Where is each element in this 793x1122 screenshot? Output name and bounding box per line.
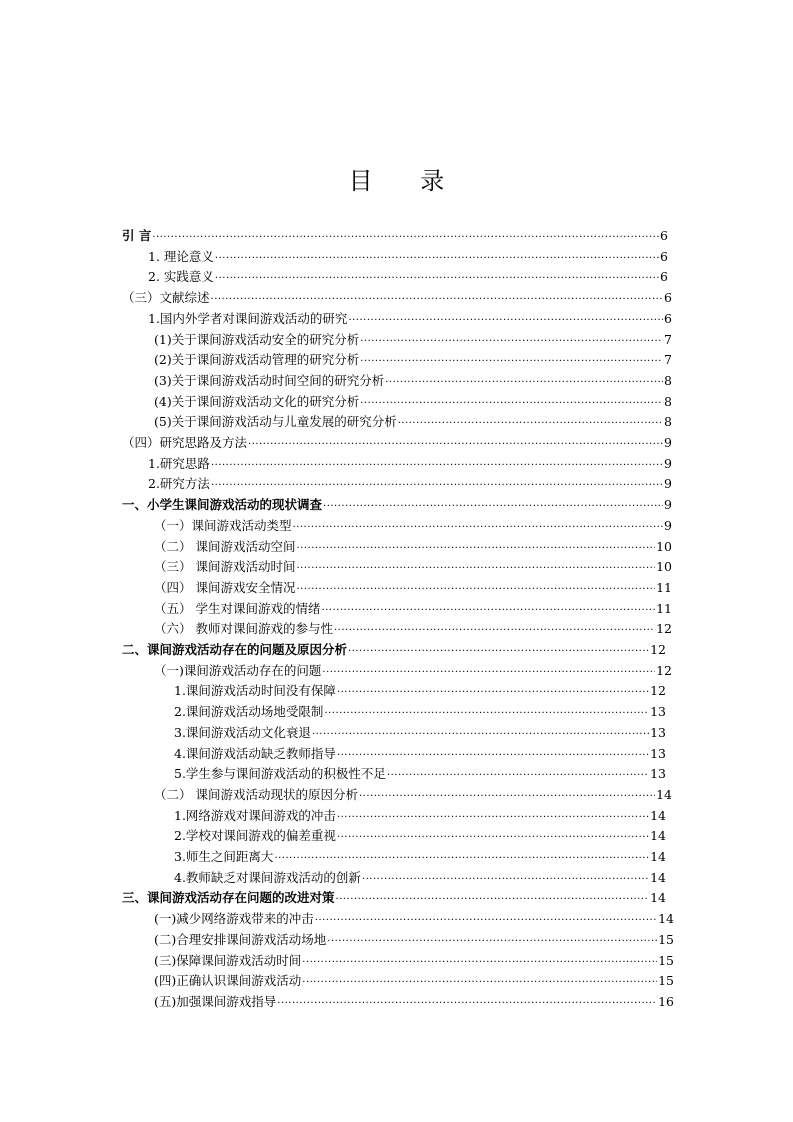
toc-entry-page: 8 (664, 372, 672, 388)
toc-entry-label: 1.课间游戏活动时间没有保障 (174, 683, 336, 699)
toc-entry (154, 392, 672, 413)
toc-entry (148, 309, 672, 330)
toc-entry-label: （五） 学生对课间游戏的情绪 (154, 600, 321, 616)
toc-leader-dots (302, 953, 657, 974)
toc-leader-dots (334, 621, 655, 642)
toc-entry-label: (5)关于课间游戏活动与儿童发展的研究分析 (154, 414, 397, 430)
toc-entry-label: 1.网络游戏对课间游戏的冲击 (174, 807, 336, 823)
toc-entry-page: 13 (650, 766, 666, 782)
toc-entry (174, 764, 666, 785)
toc-entry-label: 5.学生参与课间游戏活动的积极性不足 (174, 766, 386, 782)
toc-leader-dots (302, 973, 657, 994)
toc-entry-label: （一）课间游戏活动类型 (154, 517, 292, 533)
toc-leader-dots (315, 911, 657, 932)
toc-entry-page: 15 (658, 931, 674, 947)
toc-leader-dots (215, 269, 659, 290)
toc-entry-label: (四)正确认识课间游戏活动 (154, 973, 302, 989)
toc-entry-label: (4)关于课间游戏活动文化的研究分析 (154, 393, 360, 409)
toc-entry (154, 516, 672, 537)
toc-entry-label: 2. 实践意义 (148, 269, 214, 285)
toc-entry (174, 681, 666, 702)
toc-entry-page: 14 (658, 911, 674, 927)
toc-leader-dots (211, 456, 663, 477)
toc-entry (154, 909, 674, 930)
toc-entry-label: （六） 教师对课间游戏的参与性 (154, 621, 333, 637)
toc-entry (148, 474, 672, 495)
toc-entry-label: 1.研究思路 (148, 455, 210, 471)
toc-entry (154, 930, 674, 951)
toc-entry-label: (3)关于课间游戏活动时间空间的研究分析 (154, 372, 385, 388)
toc-entry-page: 6 (660, 228, 668, 243)
toc-leader-dots (274, 849, 649, 870)
toc-entry-page: 10 (656, 538, 672, 554)
toc-leader-dots (152, 228, 659, 249)
toc-entry-label: (一)减少网络游戏带来的冲击 (154, 911, 314, 927)
toc-leader-dots (323, 497, 663, 518)
toc-leader-dots (337, 828, 649, 849)
toc-entry (154, 971, 674, 992)
toc-entry (154, 537, 672, 558)
toc-entry-page: 12 (656, 662, 672, 678)
toc-leader-dots (296, 559, 655, 580)
toc-entry-page: 9 (664, 455, 672, 471)
toc-leader-dots (296, 580, 655, 601)
toc-entry-page: 11 (656, 600, 672, 616)
toc-entry-page: 8 (664, 414, 672, 430)
toc-entry (122, 640, 666, 661)
toc-entry-label: 3.师生之间距离大 (174, 849, 274, 864)
toc-entry-page: 14 (650, 807, 666, 823)
toc-entry-label: 1.国内外学者对课间游戏活动的研究 (148, 310, 348, 326)
toc-leader-dots (296, 539, 655, 560)
toc-entry (174, 702, 666, 723)
toc-entry-label: 三、课间游戏活动存在问题的改进对策 (122, 890, 335, 906)
toc-entry (154, 371, 672, 392)
toc-entry-label: （四）研究思路及方法 (122, 435, 248, 450)
toc-entry (148, 454, 672, 475)
toc-entry (148, 267, 668, 288)
toc-entry (154, 578, 672, 599)
toc-leader-dots (398, 414, 663, 435)
toc-entry-page: 6 (660, 269, 668, 285)
toc-entry-page: 6 (660, 248, 668, 264)
toc-entry-label: 2.研究方法 (148, 476, 210, 492)
toc-entry-page: 6 (664, 310, 672, 326)
toc-entry-label: (五)加强课间游戏指导 (154, 993, 277, 1009)
toc-entry (122, 495, 672, 516)
toc-entry (154, 599, 672, 620)
toc-leader-dots (336, 890, 650, 911)
toc-entry-label: (1)关于课间游戏活动安全的研究分析 (154, 331, 360, 347)
toc-leader-dots (387, 766, 649, 787)
toc-entry-label: （二） 课间游戏活动现状的原因分析 (154, 786, 358, 802)
toc-entry (174, 868, 666, 889)
toc-entry-label: 引 言 (122, 228, 152, 243)
toc-entry (154, 330, 672, 351)
toc-entry (154, 992, 674, 1013)
toc-entry (174, 826, 666, 847)
toc-entry (148, 247, 668, 268)
toc-entry-page: 14 (650, 849, 666, 864)
toc-entry-label: (三)保障课间游戏活动时间 (154, 952, 302, 968)
toc-entry-label: 1. 理论意义 (148, 248, 214, 264)
toc-leader-dots (360, 352, 663, 373)
toc-entry-label: （一)课间游戏活动存在的问题 (154, 662, 322, 678)
toc-leader-dots (348, 311, 663, 332)
toc-entry-label: 3.课间游戏活动文化衰退 (174, 724, 311, 740)
toc-entry-label: （二） 课间游戏活动空间 (154, 538, 296, 554)
toc-entry-page: 14 (650, 869, 666, 885)
toc-entry (122, 888, 666, 909)
toc-entry-page: 9 (664, 435, 672, 450)
toc-leader-dots (277, 994, 657, 1015)
toc-entry-page: 14 (656, 786, 672, 802)
toc-entry-page: 12 (650, 642, 666, 657)
toc-entry (122, 288, 672, 309)
toc-leader-dots (385, 373, 663, 394)
toc-entry (174, 744, 666, 765)
toc-leader-dots (321, 601, 655, 622)
toc-entry (154, 619, 672, 640)
toc-leader-dots (359, 787, 655, 808)
toc-entry-page: 9 (664, 497, 672, 513)
toc-leader-dots (211, 476, 663, 497)
toc-entry (154, 661, 672, 682)
toc-entry-page: 11 (656, 579, 672, 595)
toc-entry-page: 7 (664, 331, 672, 347)
toc-leader-dots (327, 932, 657, 953)
toc-entry-page: 9 (664, 476, 672, 492)
toc-leader-dots (362, 870, 649, 891)
toc-entry (154, 412, 672, 433)
toc-entry (154, 785, 672, 806)
toc-entry (174, 806, 666, 827)
toc-leader-dots (322, 663, 655, 684)
toc-entry-page: 13 (650, 704, 666, 720)
toc-leader-dots (360, 332, 663, 353)
toc-entry (122, 226, 668, 247)
toc-entry-label: 2.学校对课间游戏的偏差重视 (174, 828, 336, 844)
toc-entry-label: (二)合理安排课间游戏活动场地 (154, 931, 327, 947)
toc-entry-page: 12 (656, 621, 672, 637)
toc-leader-dots (324, 704, 649, 725)
toc-entry (154, 350, 672, 371)
toc-leader-dots (211, 290, 664, 311)
toc-leader-dots (215, 249, 659, 270)
toc-entry-page: 15 (658, 952, 674, 968)
toc-entry-page: 16 (658, 993, 674, 1009)
toc-entry (154, 557, 672, 578)
toc-entry-page: 6 (664, 290, 672, 306)
toc-entry-page: 13 (650, 745, 666, 761)
toc-leader-dots (360, 394, 663, 415)
toc-entry-page: 8 (664, 393, 672, 409)
toc-entry-label: 4.教师缺乏对课间游戏活动的创新 (174, 869, 361, 885)
toc-entry (154, 951, 674, 972)
toc-entry-label: （三）文献综述 (122, 290, 210, 306)
toc-entry-page: 14 (650, 828, 666, 844)
toc-leader-dots (337, 683, 649, 704)
toc-leader-dots (248, 435, 663, 456)
toc-entry-label: 二、课间游戏活动存在的问题及原因分析 (122, 642, 348, 657)
toc-leader-dots (337, 746, 649, 767)
toc-entry-page: 15 (658, 973, 674, 989)
toc-entry-page: 7 (664, 352, 672, 368)
toc-entry-page: 9 (664, 517, 672, 533)
toc-entry-label: （三） 课间游戏活动时间 (154, 559, 296, 575)
toc-entry-page: 12 (650, 683, 666, 699)
toc-leader-dots (293, 518, 664, 539)
toc-entry (174, 723, 666, 744)
toc-leader-dots (312, 725, 649, 746)
toc-entry-label: （四） 课间游戏安全情况 (154, 579, 296, 595)
toc-entry-label: 一、小学生课间游戏活动的现状调查 (122, 497, 323, 513)
toc-entry-label: 4.课间游戏活动缺乏教师指导 (174, 745, 336, 761)
toc-entry (174, 847, 666, 868)
toc-entry-page: 14 (650, 890, 666, 906)
toc-entry-page: 13 (650, 724, 666, 740)
toc-entry (122, 433, 672, 454)
toc-leader-dots (337, 808, 649, 829)
toc-title: 目 录 (348, 167, 465, 195)
toc-entry-label: (2)关于课间游戏活动管理的研究分析 (154, 352, 360, 368)
toc-entry-page: 10 (656, 559, 672, 575)
toc-entry-label: 2.课间游戏活动场地受限制 (174, 704, 324, 720)
toc-leader-dots (348, 642, 649, 663)
